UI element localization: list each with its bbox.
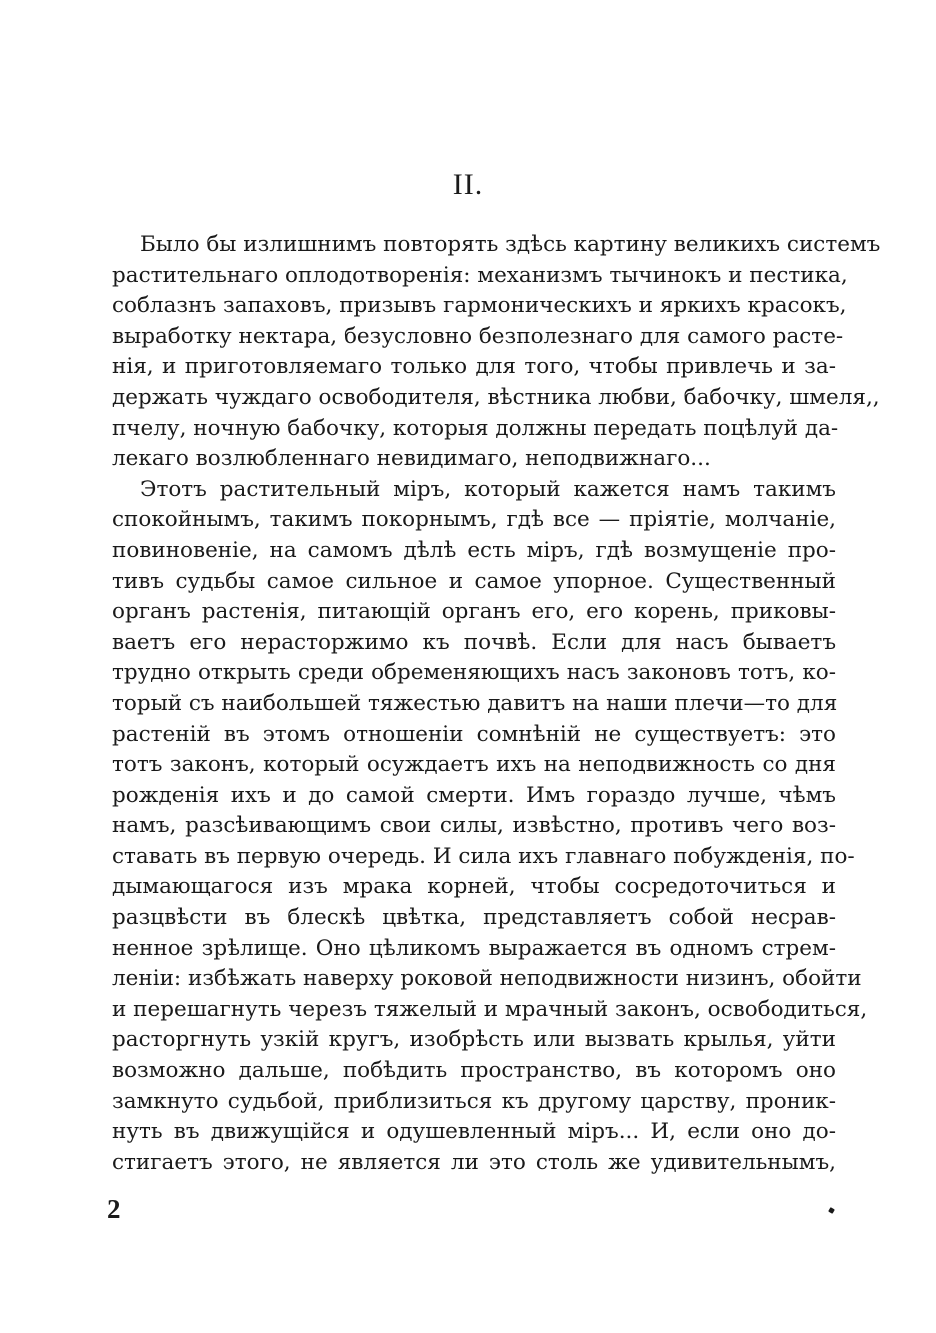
text-line: лекаго возлюбленнаго невидимаго, неподвижнаго...	[112, 446, 711, 472]
text-line: ненное зрѣлище. Оно цѣликомъ выражается въ одномъ стрем-	[112, 935, 836, 961]
text-line: держать чуждаго освободителя, вѣстника любви, бабочку, шмеля,,	[112, 384, 880, 410]
text-line: нія, и приготовляемаго только для того, чтобы привлечь и за-	[112, 354, 836, 380]
text-line: дымающагося изъ мрака корней, чтобы сосредоточиться и	[112, 874, 836, 900]
text-line: выработку нектара, безусловно безполезнаго для самого расте-	[112, 323, 844, 349]
text-line: спокойнымъ, такимъ покорнымъ, гдѣ все — пріятіе, молчаніе,	[112, 507, 836, 533]
text-line: торый съ наибольшей тяжестью давитъ на наши плечи—то для	[112, 690, 838, 716]
ink-mark	[828, 1207, 835, 1214]
text-line: разцвѣсти въ блескѣ цвѣтка, представляетъ собой несрав-	[112, 905, 836, 931]
text-line: возможно дальше, побѣдить пространство, въ которомъ оно	[112, 1058, 836, 1084]
text-line: тотъ законъ, который осуждаетъ ихъ на неподвижность со дня	[112, 752, 836, 778]
text-line: пчелу, ночную бабочку, которыя должны передать поцѣлуй да-	[112, 415, 839, 441]
text-line: ставать въ первую очередь. И сила ихъ главнаго побужденія, по-	[112, 843, 855, 869]
text-line: трудно открыть среди обременяющихъ насъ законовъ тотъ, ко-	[112, 660, 836, 686]
text-line: нуть въ движущійся и одушевленный міръ... И, если оно до-	[112, 1119, 836, 1145]
text-line: леніи: избѣжать наверху роковой неподвижности низинъ, обойти	[112, 966, 862, 992]
text-line: рожденія ихъ и до самой смерти. Имъ гораздо лучше, чѣмъ	[112, 782, 836, 808]
text-line: Этотъ растительный міръ, который кажется намъ такимъ	[140, 476, 836, 502]
text-line: повиновеніе, на самомъ дѣлѣ есть міръ, гдѣ возмущеніе про-	[112, 537, 836, 563]
text-line: растеній въ этомъ отношеніи сомнѣній не существуетъ: это	[112, 721, 836, 747]
text-line: тивъ судьбы самое сильное и самое упорное. Существенный	[112, 568, 836, 594]
text-line: ваетъ его нерасторжимо къ почвѣ. Если для насъ бываетъ	[112, 629, 836, 655]
body-text	[112, 230, 881, 1178]
text-line: намъ, разсѣивающимъ свои силы, извѣстно, противъ чего воз-	[112, 813, 836, 839]
text-line: расторгнуть узкій кругъ, изобрѣсть или вызвать крылья, уйти	[112, 1027, 836, 1053]
text-line: и перешагнуть черезъ тяжелый и мрачный законъ, освободиться,	[112, 996, 868, 1022]
chapter-heading: II.	[452, 168, 484, 201]
text-line: органъ растенія, питающій органъ его, его корень, приковы-	[112, 599, 836, 625]
text-line: соблазнъ запаховъ, призывъ гармоническихъ и яркихъ красокъ,	[112, 293, 847, 319]
page-number: 2	[107, 1194, 121, 1224]
text-line: Было бы излишнимъ повторять здѣсь картину великихъ системъ	[140, 232, 881, 257]
text-line: замкнуто судьбой, приблизиться къ другому царству, проник-	[112, 1088, 836, 1114]
text-line: стигаетъ этого, не является ли это столь же удивительнымъ,	[112, 1149, 836, 1175]
text-line: растительнаго оплодотворенія: механизмъ тычинокъ и пестика,	[112, 262, 848, 288]
